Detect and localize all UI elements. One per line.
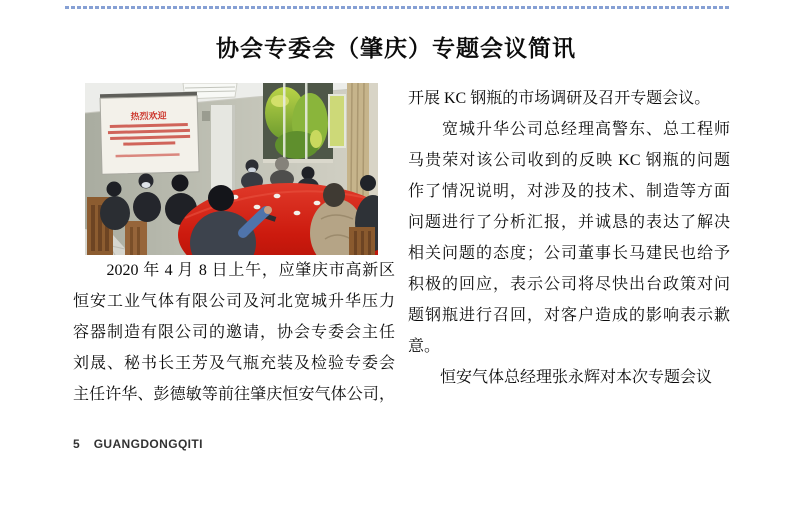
body-line: 积极的回应，表示公司将尽快出台政策对问 [408,276,730,293]
body-line: 马贵荣对该公司收到的反映 KC 钢瓶的问题 [408,152,730,169]
body-line: 题钢瓶进行召回，对客户造成的影响表示歉 [408,307,730,324]
body-line: 恒安工业气体有限公司及河北宽城升华压力 [73,293,395,310]
slide-title: 热烈欢迎 [130,110,167,122]
body-line: 恒安气体总经理张永辉对本次专题会议 [408,369,713,386]
body-line: 相关问题的态度；公司董事长马建民也给予 [408,245,730,262]
page-title: 协会专委会（肇庆）专题会议简讯 [216,36,576,61]
body-line: 主任许华、彭德敏等前往肇庆恒安气体公司， [73,386,395,403]
meeting-photo [85,83,378,255]
body-line: 刘晟、秘书长王芳及气瓶充装及检验专委会 [73,355,395,372]
body-line: 宽城升华公司总经理高警东、总工程师 [408,121,730,138]
journal-name: GUANGDONGQITI [93,437,203,451]
projection-screen [100,92,199,175]
body-line: 开展 KC 钢瓶的市场调研及召开专题会议。 [408,90,711,107]
wooden-chair-right [349,227,375,255]
body-line: 2020 年 4 月 8 日上午，应肇庆市高新区 [73,262,395,279]
right-column-text [408,83,730,393]
body-line: 容器制造有限公司的邀请，协会专委会主任 [73,324,395,341]
right-column [408,83,730,393]
body-line: 意。 [408,338,441,355]
meeting-photo-illustration [85,83,378,255]
page-footer [73,436,203,452]
page-number: 5 [73,437,80,451]
left-column-text [73,255,395,410]
window-foliage [263,83,345,163]
left-column [73,83,395,410]
body-line: 问题进行了分析汇报，并诚恳的表达了解决 [408,214,730,231]
top-dashed-rule [65,6,730,9]
body-line: 作了情况说明，对涉及的技术、制造等方面 [408,183,730,200]
